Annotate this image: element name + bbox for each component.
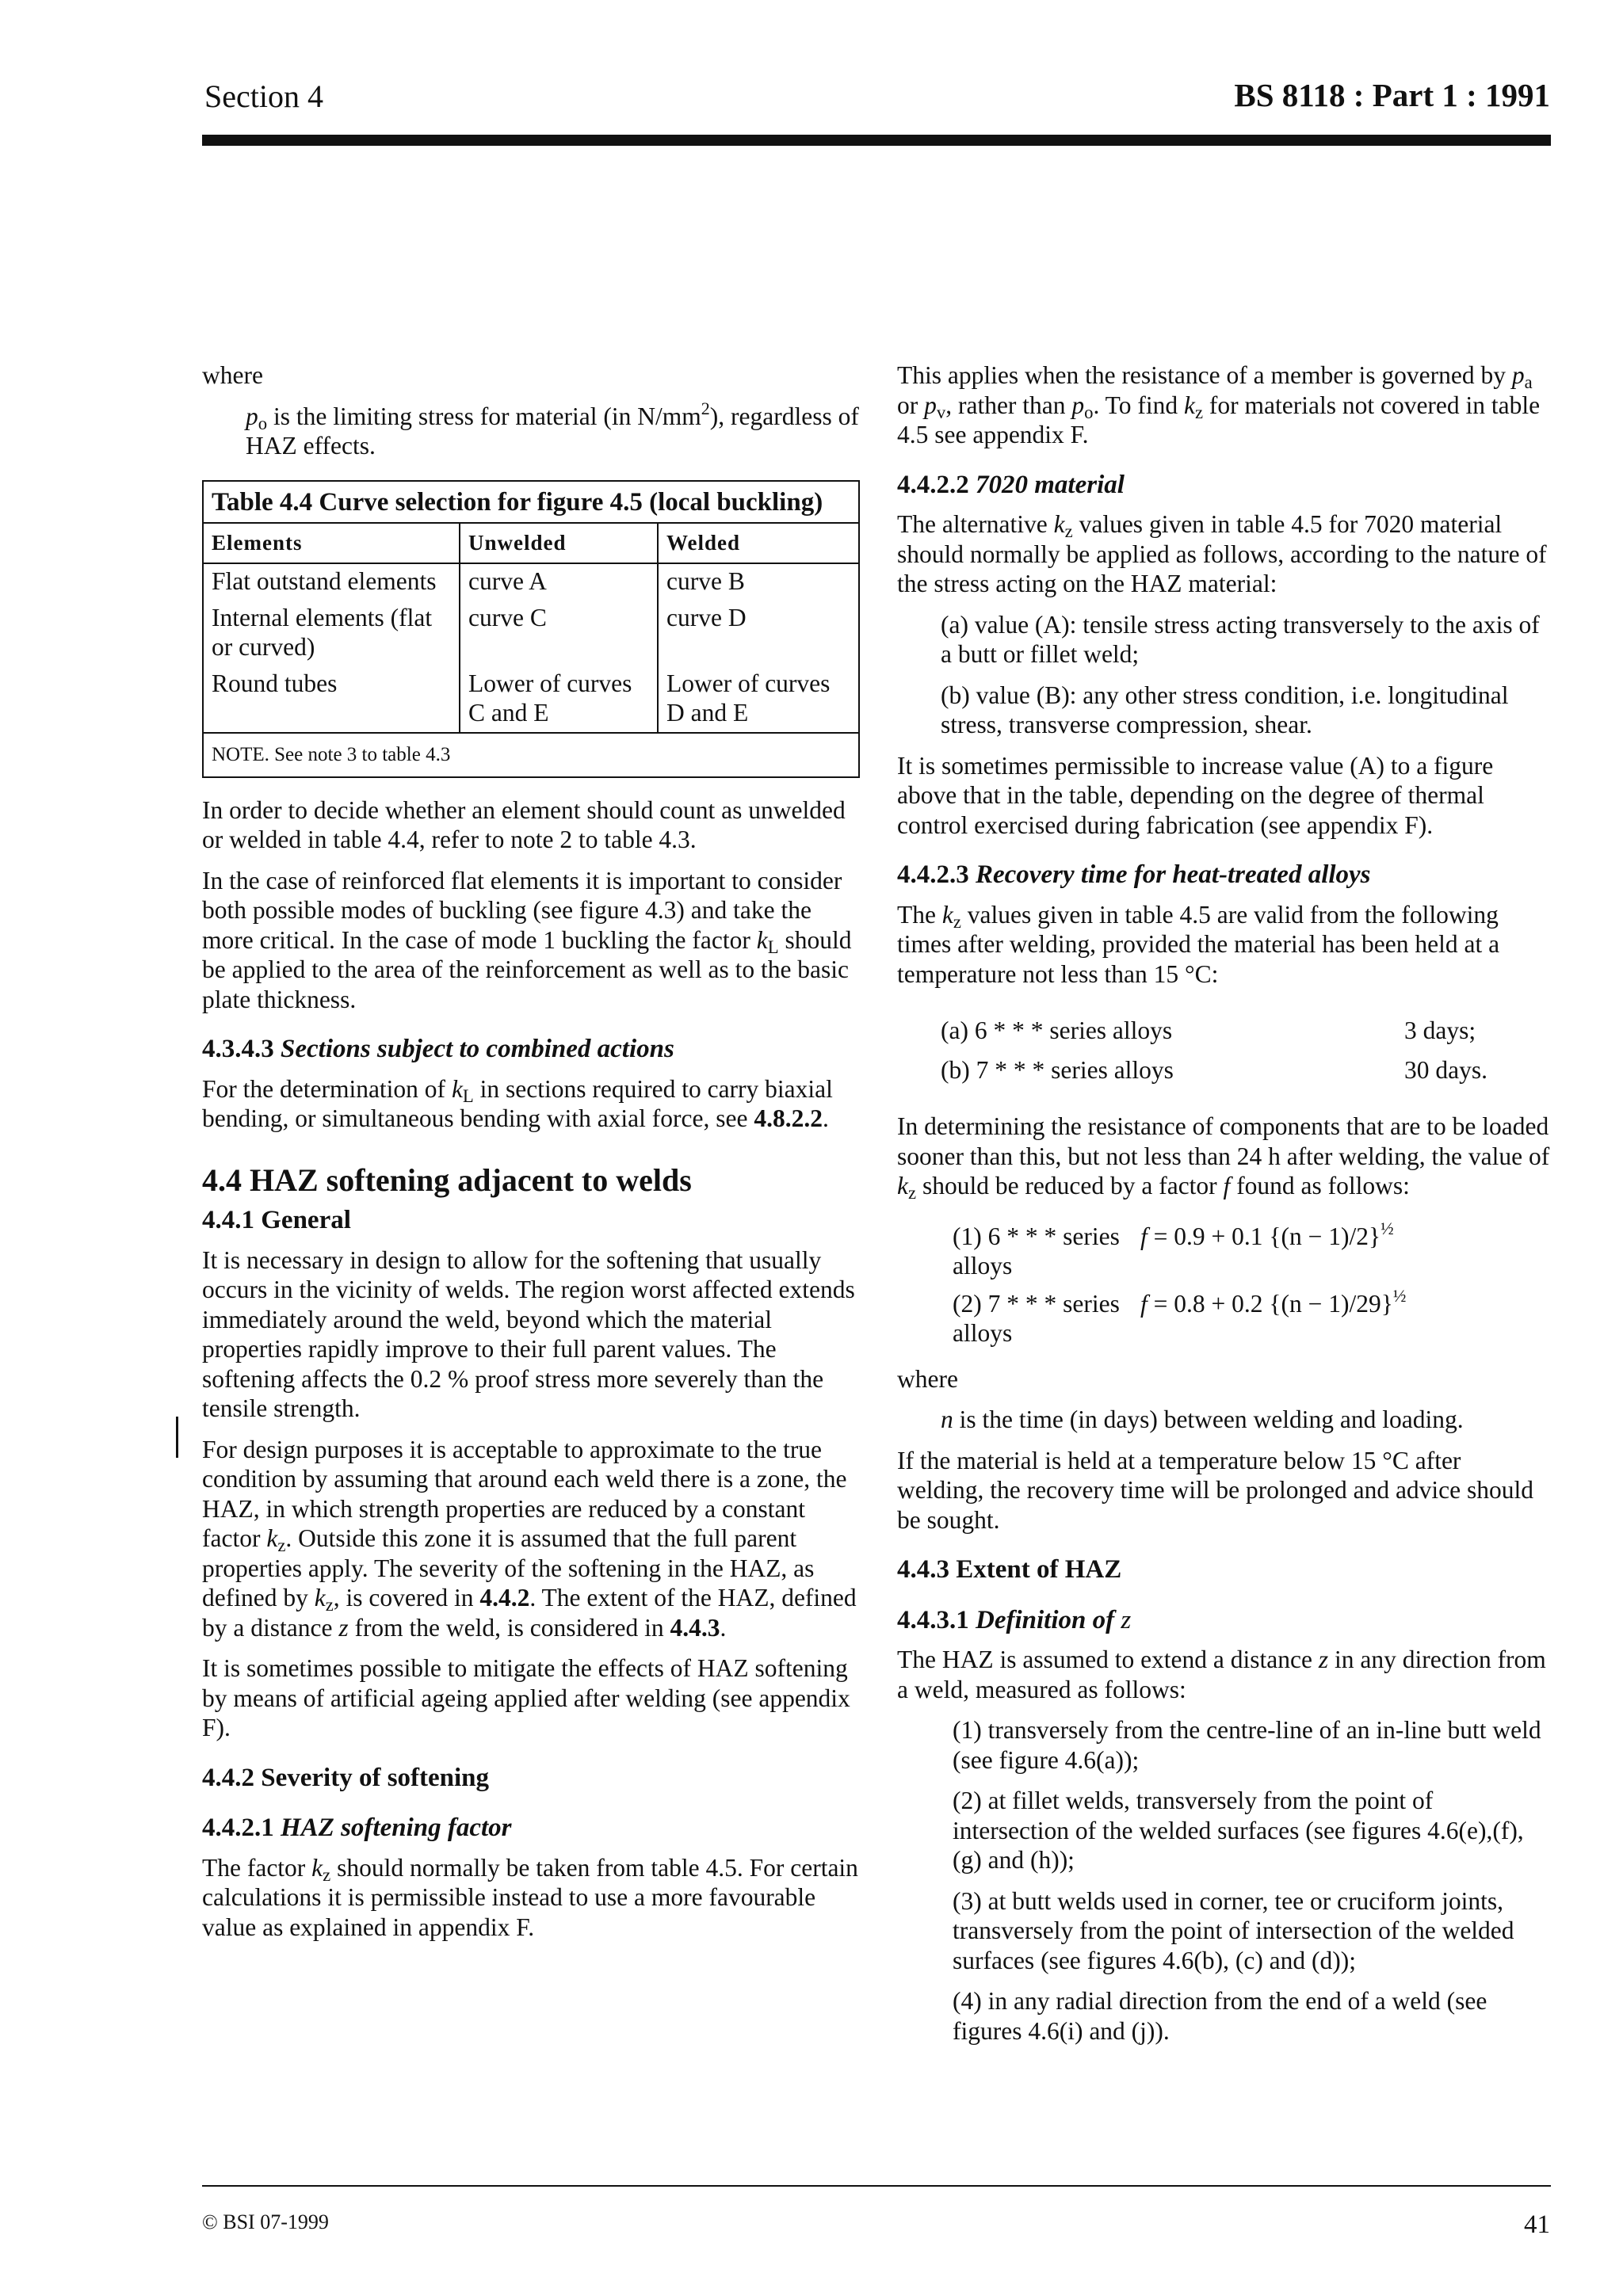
paragraph: This applies when the resistance of a member is governed by $p_a$ or $p_v$, rather than $p_o$. To find $k_z$ for materials not covered in table 4.5 see appendix F. xyxy=(897,361,1541,448)
table-cell: curve D xyxy=(658,601,858,666)
formula-row: (2) 7 * * * series alloys f = 0.8 + 0.2 $\{(n - 1)/29\}^{\frac{1}{2}}$ xyxy=(953,1285,1407,1347)
formula-list xyxy=(897,1218,1552,1348)
paragraph: The $k_z$ values given in table 4.5 are valid from the following times after welding, provided the material has been held at a temperature not less than 15 °C: xyxy=(897,900,1500,988)
heading-4-4-3: 4.4.3 Extent of HAZ xyxy=(897,1555,1122,1584)
paragraph: In the case of reinforced flat elements it is important to consider both possible modes of buckling (see figure 4.3) and take the more critical. In the case of mode 1 buckling the factor $k_L$ should be applied to the area of the reinforcement as well as to the basic plate thickness. xyxy=(202,866,852,1013)
alloy-row: (a) 6 * * * series alloys 3 days; xyxy=(941,1016,1476,1044)
table-row xyxy=(204,601,858,666)
paragraph: For the determination of $k_L$ in sections required to carry biaxial bending, or simultaneous bending with axial force, see 4.8.2.2. xyxy=(202,1074,833,1132)
table-cell: curve B xyxy=(658,563,858,601)
formula: f = 0.9 + 0.1 $\{(n - 1)/2\}^{\frac{1}{2}}$ xyxy=(1140,1218,1394,1250)
paragraph: In order to decide whether an element should count as unwelded or welded in table 4.4, refer to note 2 to table 4.3. xyxy=(202,795,846,853)
heading-4-4-3-1: 4.4.3.1 Definition of z xyxy=(897,1605,1132,1634)
n-definition: n is the time (in days) between welding and loading. xyxy=(941,1405,1464,1433)
table-header-row xyxy=(204,524,858,564)
paragraph: For design purposes it is acceptable to approximate to the true condition by assuming that around each weld there is a zone, the HAZ, in which strength properties are reduced by a constant factor $k_z$. Outside this zone it is assumed that the full parent properties apply. The severity of the softening in the HAZ, as defined by $k_z$, is covered in 4.4.2. The extent of the HAZ, defined by a distance z from the weld, is considered in 4.4.3. xyxy=(202,1435,857,1642)
table-title: Table 4.4 Curve selection for figure 4.5 (local buckling) xyxy=(204,482,858,524)
paragraph: The factor $k_z$ should normally be taken from table 4.5. For certain calculations it is permissible instead to use a more favourable value as explained in appendix F. xyxy=(202,1853,858,1941)
list-item: (4) in any radial direction from the end of a weld (see figures 4.6(i) and (j)). xyxy=(953,1987,1487,2045)
table-cell: Lower of curves C and E xyxy=(460,666,658,732)
col-header: Unwelded xyxy=(460,524,658,564)
col-header: Welded xyxy=(658,524,858,564)
table-4-4 xyxy=(202,480,860,778)
heading-4-4-2-1: 4.4.2.1 HAZ softening factor xyxy=(202,1814,512,1842)
list-item: (a) value (A): tensile stress acting transversely to the axis of a butt or fillet weld; xyxy=(941,610,1540,668)
table-note: NOTE. See note 3 to table 4.3 xyxy=(204,732,858,776)
heading-4-4: 4.4 HAZ softening adjacent to welds xyxy=(202,1161,692,1198)
section-label: Section 4 xyxy=(204,78,323,114)
heading-4-4-2-3: 4.4.2.3 Recovery time for heat-treated alloys xyxy=(897,860,1371,889)
paragraph: In determining the resistance of components that are to be loaded sooner than this, but not less than 24 h after welding, the value of $k_z$ should be reduced by a factor f found as follows: xyxy=(897,1112,1550,1203)
footer-rule xyxy=(202,2185,1551,2187)
paragraph: It is sometimes permissible to increase value (A) to a figure above that in the table, depending on the degree of thermal control exercised during fabrication (see appendix F). xyxy=(897,751,1494,839)
col-header: Elements xyxy=(204,524,460,564)
standard-title: BS 8118 : Part 1 : 1991 xyxy=(1234,77,1550,113)
page-number: 41 xyxy=(1524,2210,1550,2239)
paragraph: The alternative $k_z$ values given in table 4.5 for 7020 material should normally be applied as follows, according to the nature of the stress acting on the HAZ material: xyxy=(897,510,1547,597)
left-column xyxy=(202,360,860,1953)
where-label: where xyxy=(202,361,263,389)
table-row xyxy=(204,666,858,732)
header-rule xyxy=(202,135,1551,146)
where-label: where xyxy=(897,1364,958,1393)
heading-4-4-2-2: 4.4.2.2 7020 material xyxy=(897,470,1125,499)
change-bar xyxy=(176,1417,178,1458)
right-column xyxy=(897,360,1552,2057)
paragraph: If the material is held at a temperature below 15 °C after welding, the recovery time will be prolonged and advice should be sought. xyxy=(897,1446,1534,1534)
table-cell: Lower of curves D and E xyxy=(658,666,858,732)
formula: f = 0.8 + 0.2 $\{(n - 1)/29\}^{\frac{1}{2}}$ xyxy=(1140,1285,1407,1318)
list-item: (3) at butt welds used in corner, tee or cruciform joints, transversely from the point of intersection of the welded surfaces (see figures 4.6(b), (c) and (d)); xyxy=(953,1886,1514,1974)
alloy-row: (b) 7 * * * series alloys 30 days. xyxy=(941,1055,1487,1084)
paragraph: It is sometimes possible to mitigate the effects of HAZ softening by means of artificial ageing applied after welding (see appendix F). xyxy=(202,1654,850,1741)
table-row xyxy=(204,563,858,601)
alloy-list xyxy=(897,1016,1552,1085)
list-item: (1) transversely from the centre-line of an in-line butt weld (see figure 4.6(a)); xyxy=(953,1716,1541,1774)
table-cell: Internal elements (flat or curved) xyxy=(212,604,433,661)
po-definition: $p_o$ is the limiting stress for material (in $N/mm^2$), regardless of HAZ effects. xyxy=(246,398,859,460)
paragraph: The HAZ is assumed to extend a distance z in any direction from a weld, measured as follows: xyxy=(897,1646,1546,1703)
heading-4-3-4-3: 4.3.4.3 Sections subject to combined actions xyxy=(202,1035,674,1063)
table-cell: Round tubes xyxy=(212,669,338,697)
table-cell: curve C xyxy=(460,601,658,666)
copyright: © BSI 07-1999 xyxy=(202,2210,329,2233)
heading-4-4-2: 4.4.2 Severity of softening xyxy=(202,1763,490,1792)
formula-row: (1) 6 * * * series alloys f = 0.9 + 0.1 $\{(n - 1)/2\}^{\frac{1}{2}}$ xyxy=(953,1218,1394,1280)
list-item: (2) at fillet welds, transversely from the point of intersection of the welded surfaces (see figures 4.6(e),(f),(g) and (h)); xyxy=(953,1787,1524,1874)
curve-selection-table xyxy=(204,524,858,733)
heading-4-4-1: 4.4.1 General xyxy=(202,1206,351,1234)
paragraph: It is necessary in design to allow for the softening that usually occurs in the vicinity of welds. The region worst affected extends immediately around the weld, beyond which the material properties rapidly improve to their full parent values. The softening affects the 0.2 % proof stress more severely than the tensile strength. xyxy=(202,1245,855,1422)
table-cell: Flat outstand elements xyxy=(212,567,437,595)
table-cell: curve A xyxy=(460,563,658,601)
list-item: (b) value (B): any other stress condition, i.e. longitudinal stress, transverse compression, shear. xyxy=(941,681,1509,738)
